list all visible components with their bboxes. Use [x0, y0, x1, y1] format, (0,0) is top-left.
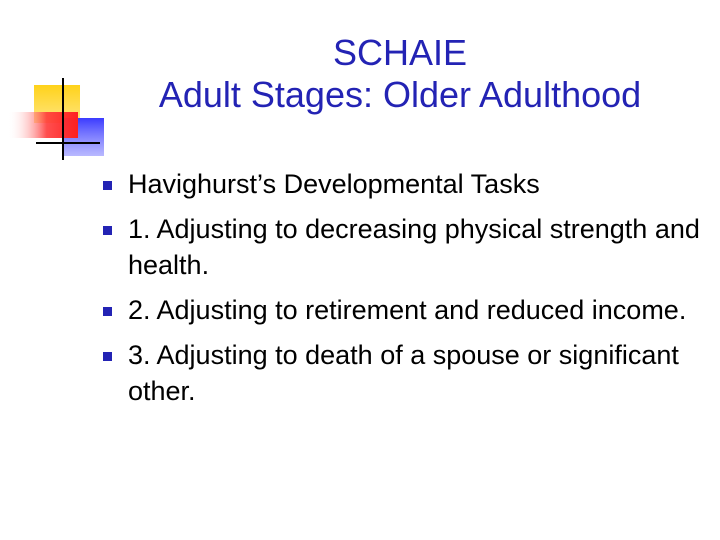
title-line-2: Adult Stages: Older Adulthood [158, 74, 642, 115]
square-bullet-icon [103, 352, 112, 361]
bullet-item [100, 211, 700, 283]
bullet-text: 1. Adjusting to decreasing physical strength and health. [128, 214, 700, 280]
square-bullet-icon [103, 226, 112, 235]
bullet-item [100, 292, 700, 328]
logo-horizontal-line [36, 142, 100, 144]
logo-red-bar [8, 112, 78, 138]
bullet-list [100, 166, 700, 418]
bullet-text: Havighurst’s Developmental Tasks [128, 169, 540, 199]
square-bullet-icon [103, 181, 112, 190]
decorative-logo [0, 0, 110, 170]
bullet-item [100, 166, 700, 202]
bullet-text: 2. Adjusting to retirement and reduced income. [128, 295, 687, 325]
slide-title [100, 32, 700, 116]
bullet-text: 3. Adjusting to death of a spouse or significant other. [128, 340, 679, 406]
square-bullet-icon [103, 307, 112, 316]
bullet-item [100, 337, 700, 409]
title-line-1: SCHAIE [332, 32, 468, 73]
logo-vertical-line [62, 78, 64, 160]
